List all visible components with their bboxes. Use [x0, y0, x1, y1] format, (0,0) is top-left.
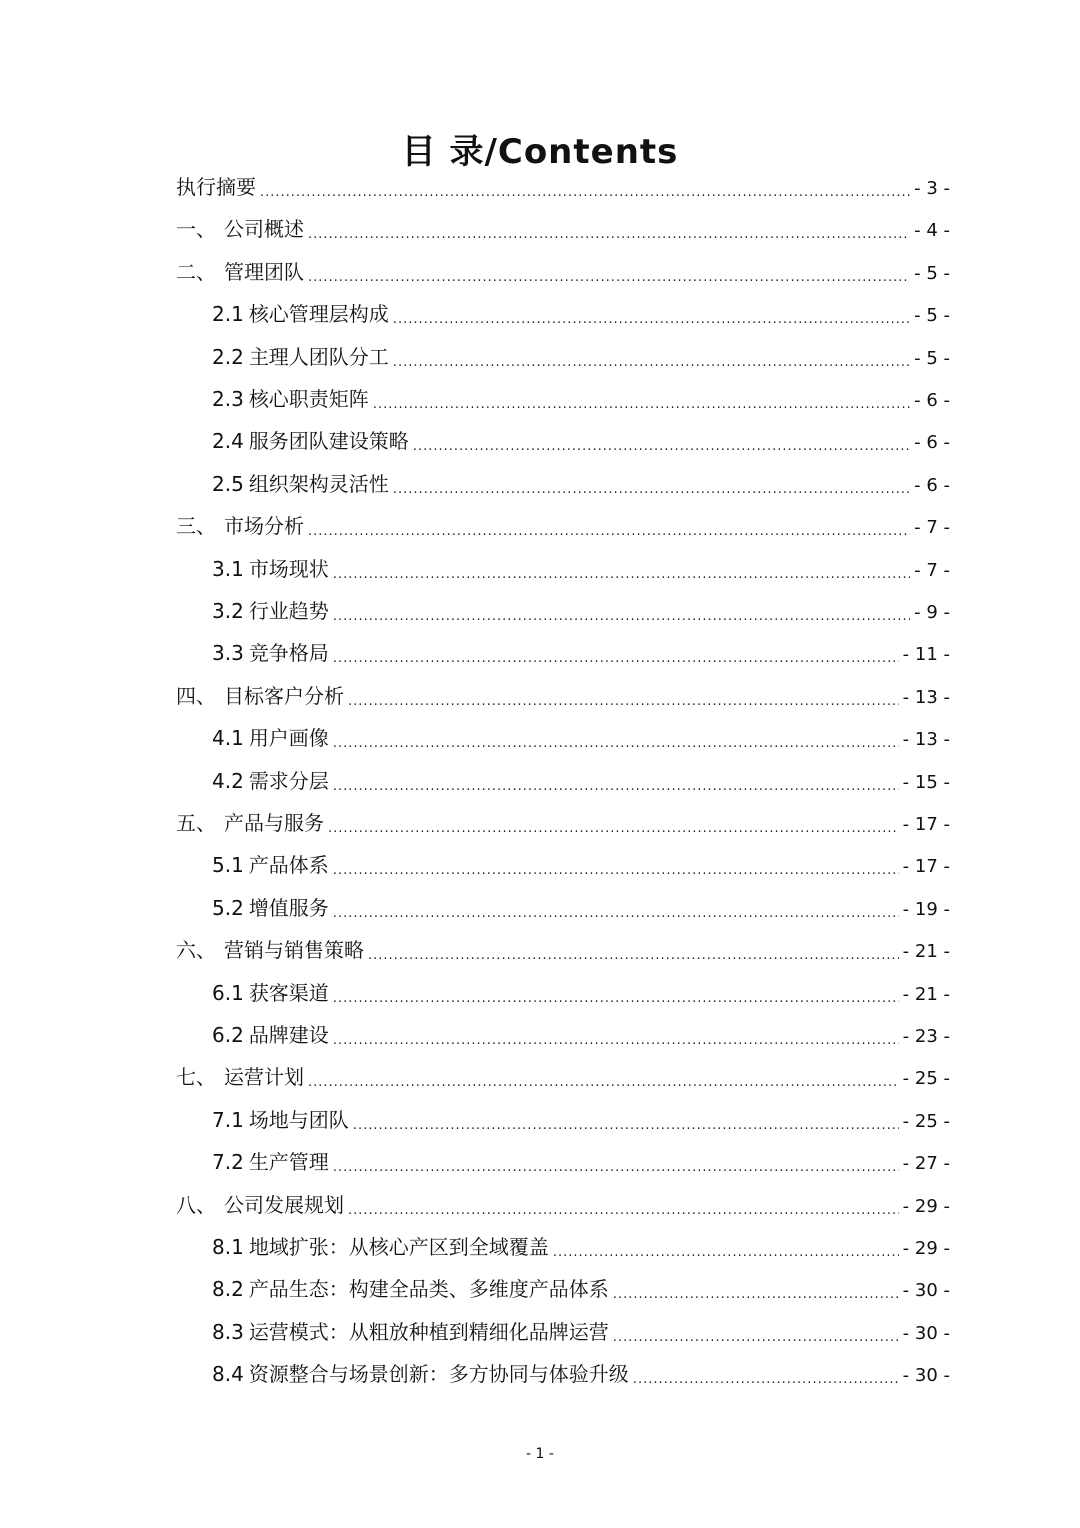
toc-entry-page: - 6 -: [914, 390, 950, 411]
toc-entry-label: [212, 1268, 609, 1310]
toc-entry-number: 三、: [176, 514, 216, 539]
toc-entry-number: 八、: [176, 1192, 216, 1217]
toc-entry-page: - 27 -: [902, 1153, 950, 1175]
toc-entry-title: 品牌建设: [248, 1023, 329, 1047]
page-title: 目 录/Contents: [401, 132, 679, 172]
toc-entry-page: - 11 -: [902, 644, 950, 666]
toc-entry-page: - 7 -: [914, 517, 950, 539]
toc-entry-page: - 7 -: [914, 559, 950, 581]
toc-entry-label: [176, 802, 324, 844]
toc-entry-title: 运营计划: [224, 1065, 304, 1090]
toc-entry-number: 二、: [176, 259, 216, 284]
toc-entry-label: [212, 760, 329, 802]
toc-entry-page: - 29 -: [902, 1238, 950, 1259]
toc-entry-label: [212, 378, 369, 420]
toc-entry[interactable]: [212, 1014, 950, 1056]
toc-entry-number: 六、: [176, 938, 216, 963]
toc-entry[interactable]: [176, 675, 950, 717]
toc-entry-title: 地域扩张：从核心产区到全域覆盖: [248, 1235, 549, 1259]
toc-entry-number: 6.1: [212, 980, 244, 1005]
toc-entry[interactable]: [212, 420, 950, 462]
toc-entry-title: 产品与服务: [224, 811, 324, 835]
toc-entry-label: [176, 505, 304, 547]
toc-entry[interactable]: [212, 1268, 950, 1310]
toc-entry-title: 公司概述: [224, 217, 304, 242]
toc-entry[interactable]: [212, 378, 950, 420]
toc-entry-title: 资源整合与场景创新：多方协同与体验升级: [248, 1362, 629, 1387]
toc-entry-label: [212, 972, 329, 1014]
toc-entry[interactable]: [212, 548, 950, 590]
toc-entry[interactable]: [176, 208, 950, 250]
toc-entry[interactable]: [212, 844, 950, 886]
toc-entry-page: - 21 -: [902, 941, 950, 963]
toc-entry-title: 用户画像: [248, 726, 329, 751]
toc-entry-label: [176, 675, 344, 717]
toc-entry-number: 2.5: [212, 471, 244, 496]
toc-entry-number: 6.2: [212, 1023, 244, 1047]
toc-entry-title: 场地与团队: [248, 1107, 349, 1132]
toc-entry-page: - 6 -: [914, 474, 950, 496]
toc-entry-title: 主理人团队分工: [248, 344, 389, 369]
toc-entry-page: - 30 -: [902, 1365, 950, 1387]
toc-entry-label: [212, 1014, 329, 1056]
toc-entry-title: 执行摘要: [176, 175, 256, 199]
toc-entry-page: - 9 -: [914, 602, 950, 623]
toc-entry[interactable]: [212, 463, 950, 505]
toc-entry-number: 七、: [176, 1065, 216, 1090]
toc-entry-label: [176, 166, 256, 208]
toc-entry-title: 行业趋势: [248, 599, 329, 623]
toc-entry-number: 8.3: [212, 1319, 244, 1344]
toc-entry-title: 组织架构灵活性: [248, 471, 389, 496]
toc-entry-page: - 13 -: [902, 686, 950, 708]
toc-entry-label: [212, 632, 329, 674]
toc-entry-page: - 5 -: [914, 262, 950, 284]
toc-entry-label: [176, 929, 364, 971]
toc-entry-number: 2.1: [212, 302, 244, 327]
toc-entry-page: - 5 -: [914, 347, 950, 369]
toc-entry[interactable]: [212, 336, 950, 378]
toc-entry-label: [212, 293, 389, 335]
toc-entry[interactable]: [212, 1099, 950, 1141]
toc-entry-page: - 30 -: [902, 1322, 950, 1344]
toc-entry-number: 3.2: [212, 599, 244, 623]
toc-entry-title: 核心职责矩阵: [248, 387, 369, 411]
toc-entry-page: - 23 -: [902, 1026, 950, 1047]
toc-entry-label: [212, 887, 329, 929]
toc-entry-label: [212, 1099, 349, 1141]
toc-entry-number: 7.1: [212, 1107, 244, 1132]
toc-entry[interactable]: [212, 760, 950, 802]
toc-entry-page: - 25 -: [902, 1110, 950, 1132]
toc-entry-title: 目标客户分析: [224, 683, 344, 708]
toc-entry-page: - 3 -: [914, 178, 950, 199]
toc-entry-title: 市场现状: [248, 556, 329, 581]
toc-entry[interactable]: [176, 251, 950, 293]
toc-entry-title: 竞争格局: [248, 641, 329, 666]
toc-entry-title: 市场分析: [224, 514, 304, 539]
toc-entry[interactable]: [212, 293, 950, 335]
toc-entry-label: [212, 1353, 629, 1395]
toc-entry-title: 增值服务: [248, 895, 329, 920]
page-number: - 1 -: [526, 1446, 554, 1462]
toc-entry-number: 5.1: [212, 853, 244, 878]
toc-entry-title: 管理团队: [224, 259, 304, 284]
toc-entry-label: [176, 208, 304, 250]
toc-entry-label: [212, 1141, 329, 1183]
toc-entry[interactable]: [176, 1056, 950, 1098]
toc-entry-number: 4.2: [212, 768, 244, 793]
toc-entry[interactable]: [212, 972, 950, 1014]
toc-entry-title: 需求分层: [248, 768, 329, 793]
toc-dot-leader: [633, 1359, 899, 1401]
toc-entry-number: 五、: [176, 811, 216, 835]
toc-entry-number: 四、: [176, 683, 216, 708]
toc-entry-label: [176, 251, 304, 293]
toc-entry-label: [176, 1056, 304, 1098]
toc-entry-title: 生产管理: [248, 1150, 329, 1175]
toc-entry-page: - 4 -: [914, 220, 950, 242]
toc-entry-title: 核心管理层构成: [248, 302, 389, 327]
toc-entry-title: 产品体系: [248, 853, 329, 878]
toc-entry-number: 2.3: [212, 387, 244, 411]
toc-entry-label: [176, 1184, 344, 1226]
toc-entry[interactable]: [212, 1226, 950, 1268]
toc-entry-label: [212, 1226, 549, 1268]
toc-entry-label: [212, 548, 329, 590]
toc-entry-number: 4.1: [212, 726, 244, 751]
toc-entry-number: 一、: [176, 217, 216, 242]
toc-entry-number: 5.2: [212, 895, 244, 920]
toc-entry-page: - 6 -: [914, 432, 950, 454]
toc-entry-page: - 19 -: [902, 898, 950, 920]
toc-entry-label: [212, 336, 389, 378]
toc-entry-page: - 21 -: [902, 983, 950, 1005]
toc-entry-page: - 17 -: [902, 814, 950, 835]
toc-entry-number: 2.2: [212, 344, 244, 369]
toc-entry[interactable]: [212, 717, 950, 759]
toc-entry-number: 8.4: [212, 1362, 244, 1387]
toc-entry-label: [212, 717, 329, 759]
toc-entry-label: [212, 1311, 609, 1353]
toc-entry[interactable]: [212, 590, 950, 632]
toc-entry-title: 产品生态：构建全品类、多维度产品体系: [248, 1277, 609, 1302]
toc-entry[interactable]: [212, 1141, 950, 1183]
toc-entry-page: - 17 -: [902, 856, 950, 878]
toc-entry[interactable]: [176, 802, 950, 844]
toc-entry[interactable]: [176, 1184, 950, 1226]
toc-entry-page: - 25 -: [902, 1068, 950, 1090]
toc-entry[interactable]: [176, 505, 950, 547]
toc-entry-page: - 15 -: [902, 771, 950, 793]
toc-entry-number: 2.4: [212, 429, 244, 454]
toc-entry-number: 8.1: [212, 1235, 244, 1259]
toc-entry-title: 运营模式：从粗放种植到精细化品牌运营: [248, 1319, 609, 1344]
toc-entry-number: 3.1: [212, 556, 244, 581]
toc-entry-page: - 30 -: [902, 1280, 950, 1302]
toc-entry[interactable]: [176, 929, 950, 971]
toc-entry-page: - 13 -: [902, 729, 950, 751]
toc-entry-page: - 29 -: [902, 1195, 950, 1217]
toc-entry-number: 8.2: [212, 1277, 244, 1302]
toc-entry[interactable]: [212, 632, 950, 674]
toc-entry-label: [212, 463, 389, 505]
toc-entry-title: 公司发展规划: [224, 1192, 344, 1217]
toc-entry-number: 7.2: [212, 1150, 244, 1175]
toc-entry[interactable]: [212, 1353, 950, 1395]
toc-entry-title: 服务团队建设策略: [248, 429, 409, 454]
toc-entry-label: [212, 420, 409, 462]
toc-entry-number: 3.3: [212, 641, 244, 666]
toc-entry-label: [212, 844, 329, 886]
toc-entry-title: 获客渠道: [248, 980, 329, 1005]
toc-entry[interactable]: [212, 1311, 950, 1353]
toc-entry-page: - 5 -: [914, 305, 950, 327]
toc-entry-label: [212, 590, 329, 632]
toc-entry[interactable]: [212, 887, 950, 929]
toc-entry[interactable]: [176, 166, 950, 208]
toc-entry-title: 营销与销售策略: [224, 938, 364, 963]
